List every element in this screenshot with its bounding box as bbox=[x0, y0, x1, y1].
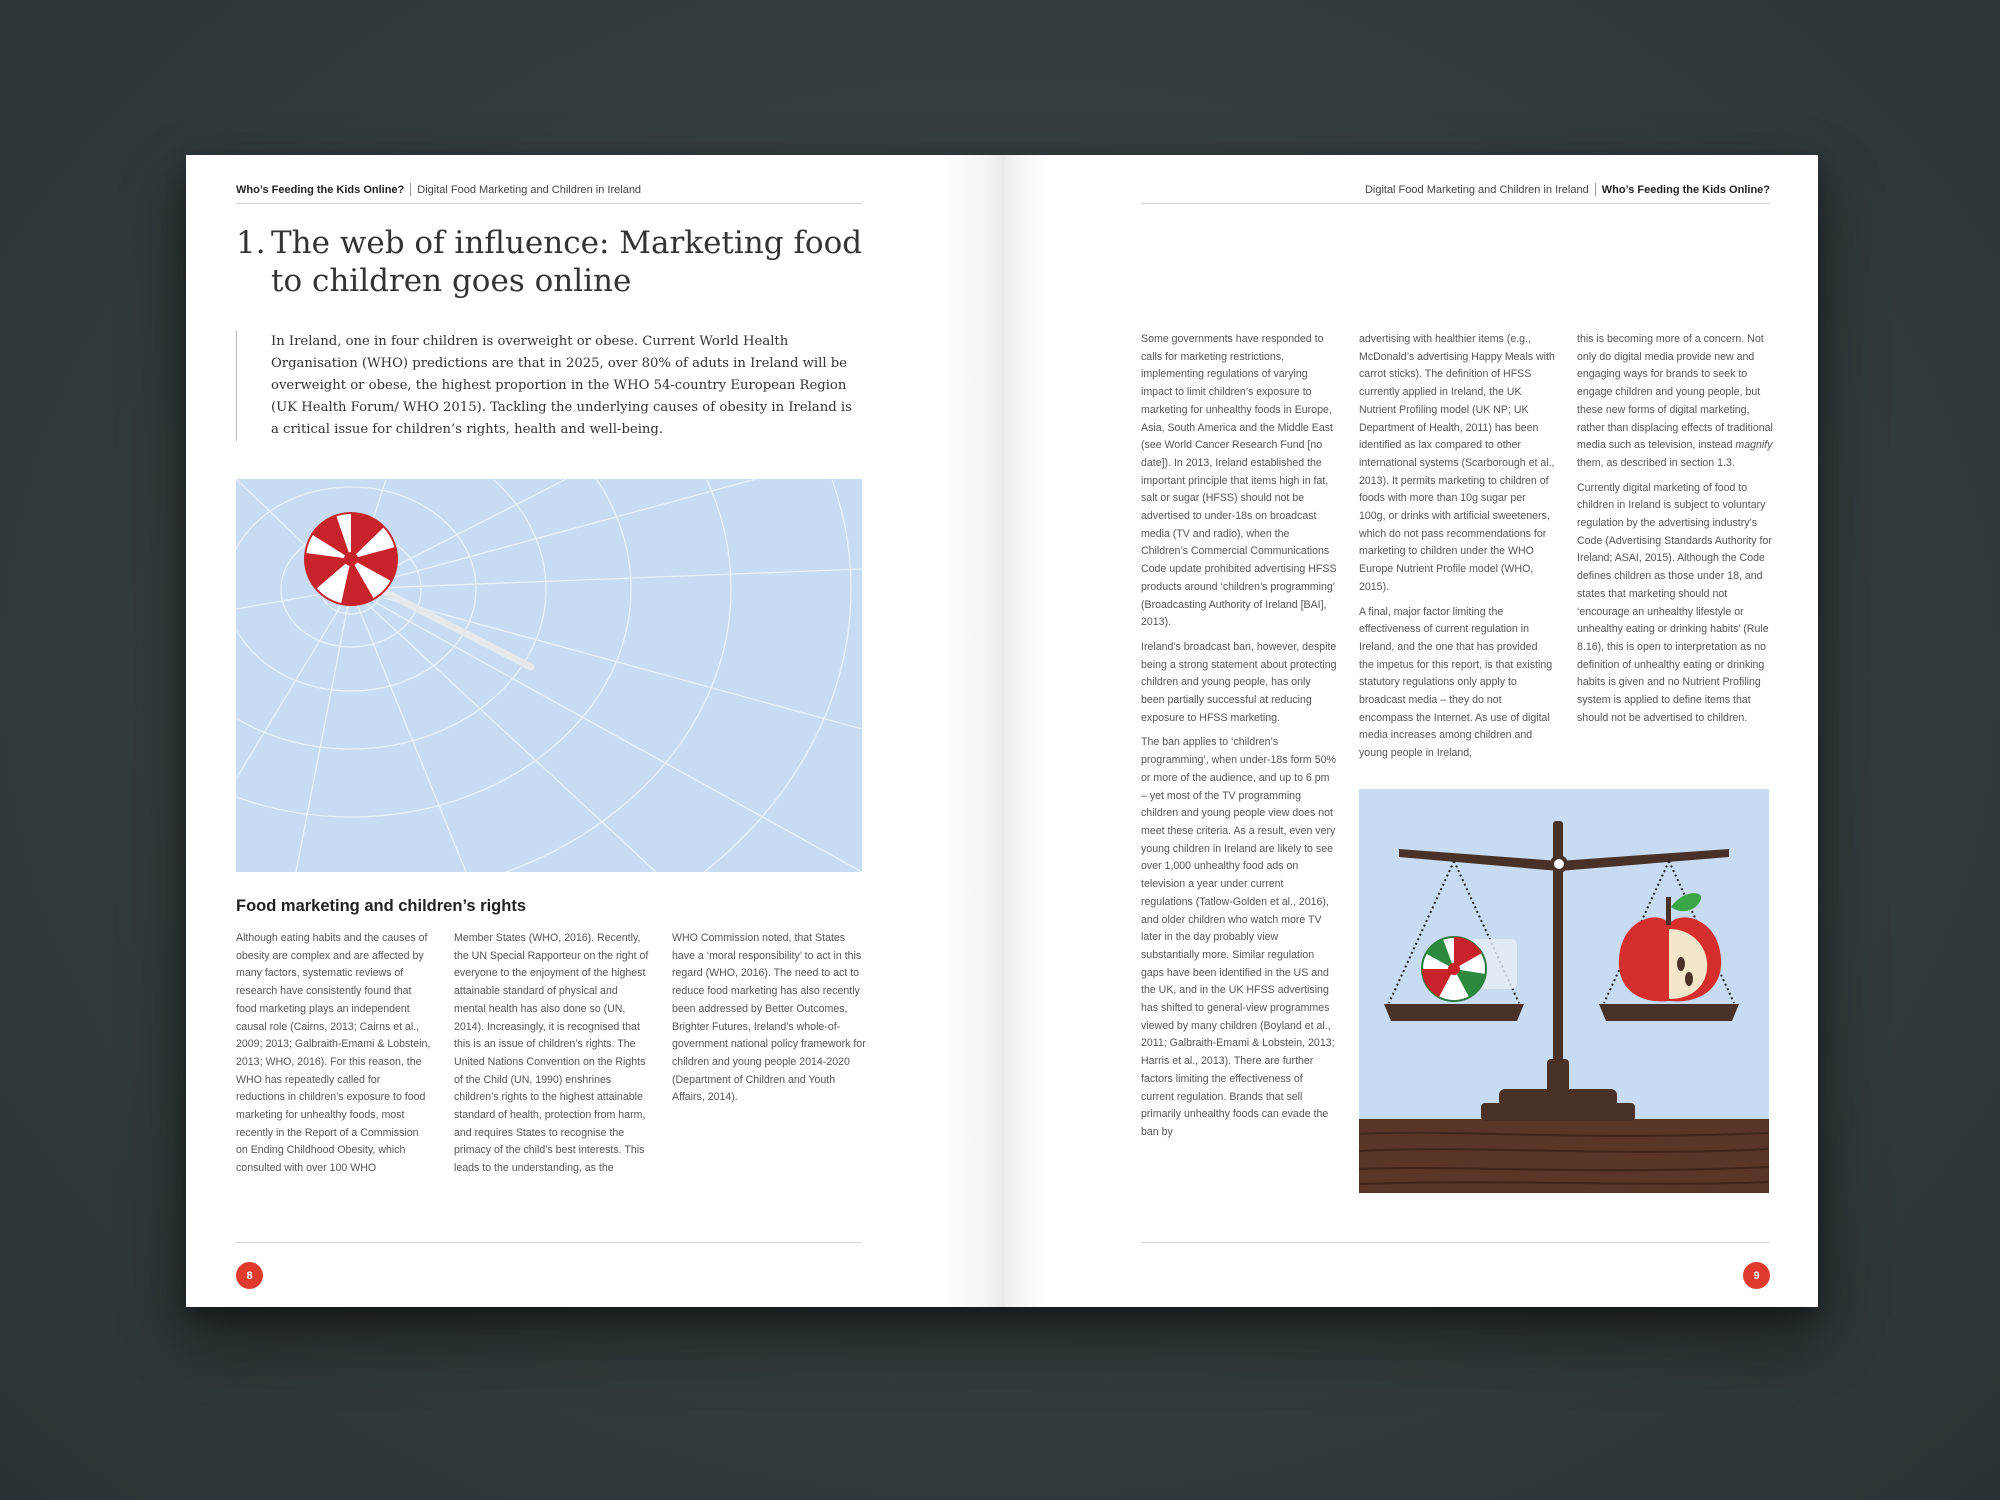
running-head bbox=[1365, 183, 1770, 196]
chapter-title-text: The web of influence: Marketing food to children goes online bbox=[271, 225, 863, 299]
paragraph: Ireland’s broadcast ban, however, despite being a strong statement about protecting children and young people, has only been partially successful at reducing exposure to HFSS marketing. bbox=[1141, 640, 1337, 724]
running-head-separator bbox=[410, 183, 411, 196]
footer-rule bbox=[236, 1242, 862, 1243]
paragraph: The ban applies to ‘children’s programming’, when under-18s form 50% or more of the audience, and up to 6 pm – yet most of the TV programming children and young people view does not meet these criteria. As a result, even very young children in Ireland are likely to see over 1,000 unhealthy food ads on television a year under current regulations (Tatlow-Golden et al., 2016), and older children who watch more TV later in the day probably view substantially more. Similar regulation gaps have been identified in the US and the UK, and in the UK HFSS advertising has shifted to general-view programmes viewed by many children (Boyland et al., 2011; Galbraith-Emami & Lobstein, 2013; Harris et al., 2013). There are further factors limiting the effectiveness of current regulation. Brands that sell primarily unhealthy foods can evade the ban by bbox=[1141, 736, 1336, 1138]
running-head bbox=[236, 183, 641, 196]
lead-paragraph: In Ireland, one in four children is overweight or obese. Current World Health Organisation (WHO) predictions are that in 2025, over 80% of aduts in Ireland will be overweight or obese, the highest proportion in the WHO 54-country European Region (UK Health Forum/ WHO 2015). Tackling the underlying causes of obesity in Ireland is a critical issue for children’s rights, health and well-being. bbox=[236, 331, 862, 441]
paragraph: Currently digital marketing of food to children in Ireland is subject to voluntary regulation by the advertising industry’s Code (Advertising Standards Authority for Ireland; ASAI, 2015). Although the Code defines children as those under 18, and states that marketing should not ‘encourage an unhealthy lifestyle or unhealthy eating or drinking habits’ (Rule 8.16), this is open to interpretation as no definition of unhealthy eating or drinking habits is given and no Nutrient Profiling system is applied to define items that should not be advertised to children. bbox=[1577, 481, 1772, 724]
left-page bbox=[186, 155, 1004, 1307]
publication-subtitle: Digital Food Marketing and Children in Ireland bbox=[417, 183, 642, 196]
footer-rule bbox=[1141, 1242, 1770, 1243]
balance-scale-illustration bbox=[1359, 789, 1769, 1193]
header-rule bbox=[236, 203, 862, 204]
page-number: 9 bbox=[1743, 1262, 1770, 1289]
right-page bbox=[1004, 155, 1818, 1307]
right-body-column-3 bbox=[1577, 331, 1773, 734]
right-body-column-2 bbox=[1359, 331, 1555, 770]
left-body-column-3: WHO Commission noted, that States have a ‘moral responsibility’ to act in this regard (WHO, 2016). The need to act to reduce food marketing has also recently been addressed by Better Outcomes, Brighter Futures, Ireland’s whole-of-government national policy framework for children and young people 2014-2020 (Department of Children and Youth Affairs, 2014). bbox=[672, 932, 866, 1104]
chapter-title bbox=[236, 224, 876, 300]
paragraph: advertising with healthier items (e.g., McDonald’s advertising Happy Meals with carrot sticks). The definition of HFSS currently applied in Ireland, the UK Nutrient Profiling model (UK NP; UK Department of Health, 2011) has been identified as lax compared to other international systems (Scarborough et al., 2013). It permits marketing to children of foods with more than 10g sugar per 100g, or drinks with artificial sweeteners, which do not pass recommendations for marketing to children under the WHO Europe Nutrient Profile model (WHO, 2015). bbox=[1359, 333, 1555, 593]
wood-table bbox=[1359, 1119, 1769, 1193]
header-rule bbox=[1141, 203, 1770, 204]
publication-title: Who’s Feeding the Kids Online? bbox=[1601, 183, 1770, 196]
gutter-shadow bbox=[944, 155, 1004, 1307]
paragraph: Some governments have responded to calls for marketing restrictions, implementing regulations of varying impact to limit children’s exposure to marketing for unhealthy foods in Europe, Asia, South America and the Middle East (see World Cancer Research Fund [no date]). In 2013, Ireland established the important principle that items high in fat, salt or sugar (HFSS) should not be advertised to under-18s on broadcast media (TV and radio), when the Children’s Commercial Communications Code update prohibited advertising HFSS products around ‘children’s programming’ (Broadcasting Authority of Ireland [BAI], 2013). bbox=[1141, 333, 1337, 629]
chapter-number: 1. bbox=[236, 225, 266, 261]
left-body-column-1: Although eating habits and the causes of obesity are complex and are affected by many factors, systematic reviews of research have consistently found that food marketing plays an independent causal role (Cairns, 2013; Cairns et al., 2009; 2013; Galbraith-Emami & Lobstein, 2013; WHO, 2016). For this reason, the WHO has repeatedly called for reductions in children’s exposure to food marketing for unhealthy foods, most recently in the Report of a Commission on Ending Childhood Obesity, which consulted with over 100 WHO bbox=[236, 932, 431, 1175]
running-head-separator bbox=[1595, 183, 1596, 196]
page-number: 8 bbox=[236, 1262, 263, 1289]
left-body-column-2: Member States (WHO, 2016). Recently, the UN Special Rapporteur on the right of everyone to the enjoyment of the highest attainable standard of physical and mental health has also done so (UN, 2014). Increasingly, it is recognised that this is an issue of children’s rights. The United Nations Convention on the Rights of the Child (UN, 1990) enshrines children’s rights to the highest attainable standard of health, protection from harm, and requires States to recognise the primacy of the child’s best interests. This leads to the understanding, as the bbox=[454, 932, 649, 1175]
publication-title: Who’s Feeding the Kids Online? bbox=[236, 183, 405, 196]
section-heading: Food marketing and children’s rights bbox=[236, 897, 527, 915]
publication-subtitle: Digital Food Marketing and Children in Ireland bbox=[1364, 183, 1589, 196]
paragraph: this is becoming more of a concern. Not only do digital media provide new and engaging ways for brands to seek to engage children and young people, but these new forms of digital marketing, rather than displacing effects of traditional media such as television, instead magnify them, as described in section 1.3. bbox=[1577, 333, 1773, 469]
emphasis: magnify bbox=[1735, 439, 1773, 452]
gutter-shadow bbox=[1004, 155, 1049, 1307]
paragraph: A final, major factor limiting the effectiveness of current regulation in Ireland, and the one that has provided the impetus for this report, is that existing statutory regulations only apply to broadcast media – they do not encompass the Internet. As use of digital media increases among children and young people in Ireland, bbox=[1359, 605, 1553, 760]
right-body-column-1 bbox=[1141, 331, 1337, 1149]
spider-web-lollipop-illustration bbox=[236, 479, 862, 872]
